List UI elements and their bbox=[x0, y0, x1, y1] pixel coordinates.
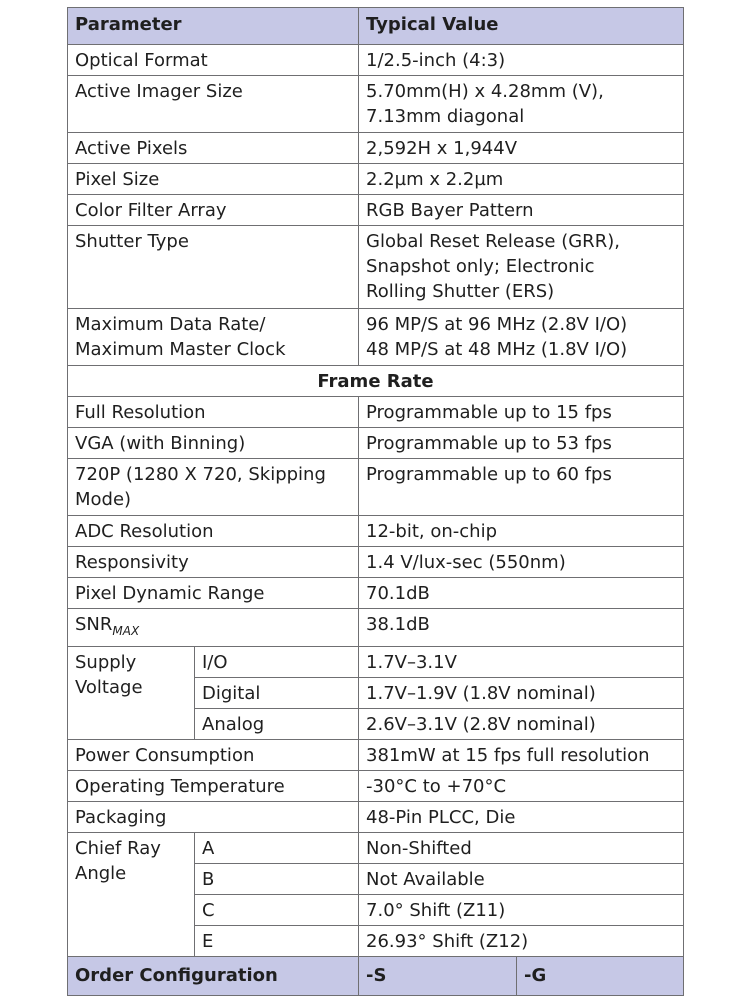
table-row bbox=[68, 771, 684, 802]
header-row bbox=[68, 8, 684, 45]
spec-table bbox=[67, 7, 684, 996]
color-filter-array-label: Color Filter Array bbox=[68, 195, 359, 226]
header-typical-value: Typical Value bbox=[359, 8, 684, 45]
max-data-rate-value bbox=[359, 309, 684, 366]
pixel-size-value: 2.2µm x 2.2µm bbox=[359, 164, 684, 195]
table-row bbox=[68, 195, 684, 226]
pixel-size-label: Pixel Size bbox=[68, 164, 359, 195]
vga-value: Programmable up to 53 fps bbox=[359, 428, 684, 459]
order-configuration-row bbox=[68, 957, 684, 996]
snr-value: 38.1dB bbox=[359, 609, 684, 647]
order-configuration-label: Order Configuration bbox=[68, 957, 359, 996]
p720-value: Programmable up to 60 fps bbox=[359, 459, 684, 516]
shutter-type-value-line3: Rolling Shutter (ERS) bbox=[366, 281, 555, 302]
full-resolution-value: Programmable up to 15 fps bbox=[359, 397, 684, 428]
table-row bbox=[68, 76, 684, 133]
supply-io-label: I/O bbox=[195, 647, 359, 678]
table-row bbox=[68, 428, 684, 459]
adc-resolution-value: 12-bit, on-chip bbox=[359, 516, 684, 547]
color-filter-array-value: RGB Bayer Pattern bbox=[359, 195, 684, 226]
cra-e-label: E bbox=[195, 926, 359, 957]
cra-a-label: A bbox=[195, 833, 359, 864]
supply-voltage-label-line2: Voltage bbox=[75, 677, 143, 698]
table-row bbox=[68, 309, 684, 366]
power-consumption-label: Power Consumption bbox=[68, 740, 359, 771]
shutter-type-value bbox=[359, 226, 684, 309]
table-row bbox=[68, 226, 684, 309]
vga-label: VGA (with Binning) bbox=[68, 428, 359, 459]
shutter-type-label: Shutter Type bbox=[68, 226, 359, 309]
snr-label bbox=[68, 609, 359, 647]
active-imager-size-value-line1: 5.70mm(H) x 4.28mm (V), bbox=[366, 81, 604, 102]
supply-voltage-label-line1: Supply bbox=[75, 652, 137, 673]
max-data-rate-value-line2: 48 MP/S at 48 MHz (1.8V I/O) bbox=[366, 339, 628, 360]
cra-a-value: Non-Shifted bbox=[359, 833, 684, 864]
snr-label-subscript: MAX bbox=[112, 624, 140, 638]
table-row bbox=[68, 578, 684, 609]
supply-io-value: 1.7V–3.1V bbox=[359, 647, 684, 678]
table-row bbox=[68, 45, 684, 76]
table-row bbox=[68, 397, 684, 428]
table-row bbox=[68, 740, 684, 771]
p720-label-line2: Mode) bbox=[75, 489, 132, 510]
cra-b-label: B bbox=[195, 864, 359, 895]
header-parameter: Parameter bbox=[68, 8, 359, 45]
power-consumption-value: 381mW at 15 fps full resolution bbox=[359, 740, 684, 771]
pixel-dynamic-range-value: 70.1dB bbox=[359, 578, 684, 609]
table-row bbox=[68, 516, 684, 547]
active-pixels-label: Active Pixels bbox=[68, 133, 359, 164]
responsivity-value: 1.4 V/lux-sec (550nm) bbox=[359, 547, 684, 578]
full-resolution-label: Full Resolution bbox=[68, 397, 359, 428]
operating-temperature-value: -30°C to +70°C bbox=[359, 771, 684, 802]
active-pixels-value: 2,592H x 1,944V bbox=[359, 133, 684, 164]
adc-resolution-label: ADC Resolution bbox=[68, 516, 359, 547]
p720-label bbox=[68, 459, 359, 516]
chief-ray-angle-label bbox=[68, 833, 195, 957]
pixel-dynamic-range-label: Pixel Dynamic Range bbox=[68, 578, 359, 609]
cra-c-value: 7.0° Shift (Z11) bbox=[359, 895, 684, 926]
cra-e-value: 26.93° Shift (Z12) bbox=[359, 926, 684, 957]
cra-b-value: Not Available bbox=[359, 864, 684, 895]
supply-analog-label: Analog bbox=[195, 709, 359, 740]
frame-rate-title: Frame Rate bbox=[68, 366, 684, 397]
order-option-s: -S bbox=[359, 957, 517, 996]
p720-label-line1: 720P (1280 X 720, Skipping bbox=[75, 464, 326, 485]
max-data-rate-label-line2: Maximum Master Clock bbox=[75, 339, 286, 360]
order-option-g: -G bbox=[517, 957, 684, 996]
supply-digital-label: Digital bbox=[195, 678, 359, 709]
supply-voltage-label bbox=[68, 647, 195, 740]
table-row bbox=[68, 547, 684, 578]
optical-format-value: 1/2.5-inch (4:3) bbox=[359, 45, 684, 76]
packaging-value: 48-Pin PLCC, Die bbox=[359, 802, 684, 833]
packaging-label: Packaging bbox=[68, 802, 359, 833]
supply-digital-value: 1.7V–1.9V (1.8V nominal) bbox=[359, 678, 684, 709]
cra-c-label: C bbox=[195, 895, 359, 926]
table-row bbox=[68, 833, 684, 864]
supply-analog-value: 2.6V–3.1V (2.8V nominal) bbox=[359, 709, 684, 740]
active-imager-size-label: Active Imager Size bbox=[68, 76, 359, 133]
optical-format-label: Optical Format bbox=[68, 45, 359, 76]
shutter-type-value-line1: Global Reset Release (GRR), bbox=[366, 231, 620, 252]
table-row bbox=[68, 647, 684, 678]
table-row bbox=[68, 459, 684, 516]
chief-ray-angle-label-line1: Chief Ray bbox=[75, 838, 161, 859]
max-data-rate-label-line1: Maximum Data Rate/ bbox=[75, 314, 266, 335]
frame-rate-section-row bbox=[68, 366, 684, 397]
operating-temperature-label: Operating Temperature bbox=[68, 771, 359, 802]
snr-label-text: SNR bbox=[75, 614, 113, 635]
max-data-rate-value-line1: 96 MP/S at 96 MHz (2.8V I/O) bbox=[366, 314, 628, 335]
table-row bbox=[68, 802, 684, 833]
chief-ray-angle-label-line2: Angle bbox=[75, 863, 127, 884]
active-imager-size-value-line2: 7.13mm diagonal bbox=[366, 106, 525, 127]
table-row bbox=[68, 133, 684, 164]
shutter-type-value-line2: Snapshot only; Electronic bbox=[366, 256, 595, 277]
active-imager-size-value bbox=[359, 76, 684, 133]
table-row bbox=[68, 609, 684, 647]
max-data-rate-label bbox=[68, 309, 359, 366]
responsivity-label: Responsivity bbox=[68, 547, 359, 578]
table-row bbox=[68, 164, 684, 195]
